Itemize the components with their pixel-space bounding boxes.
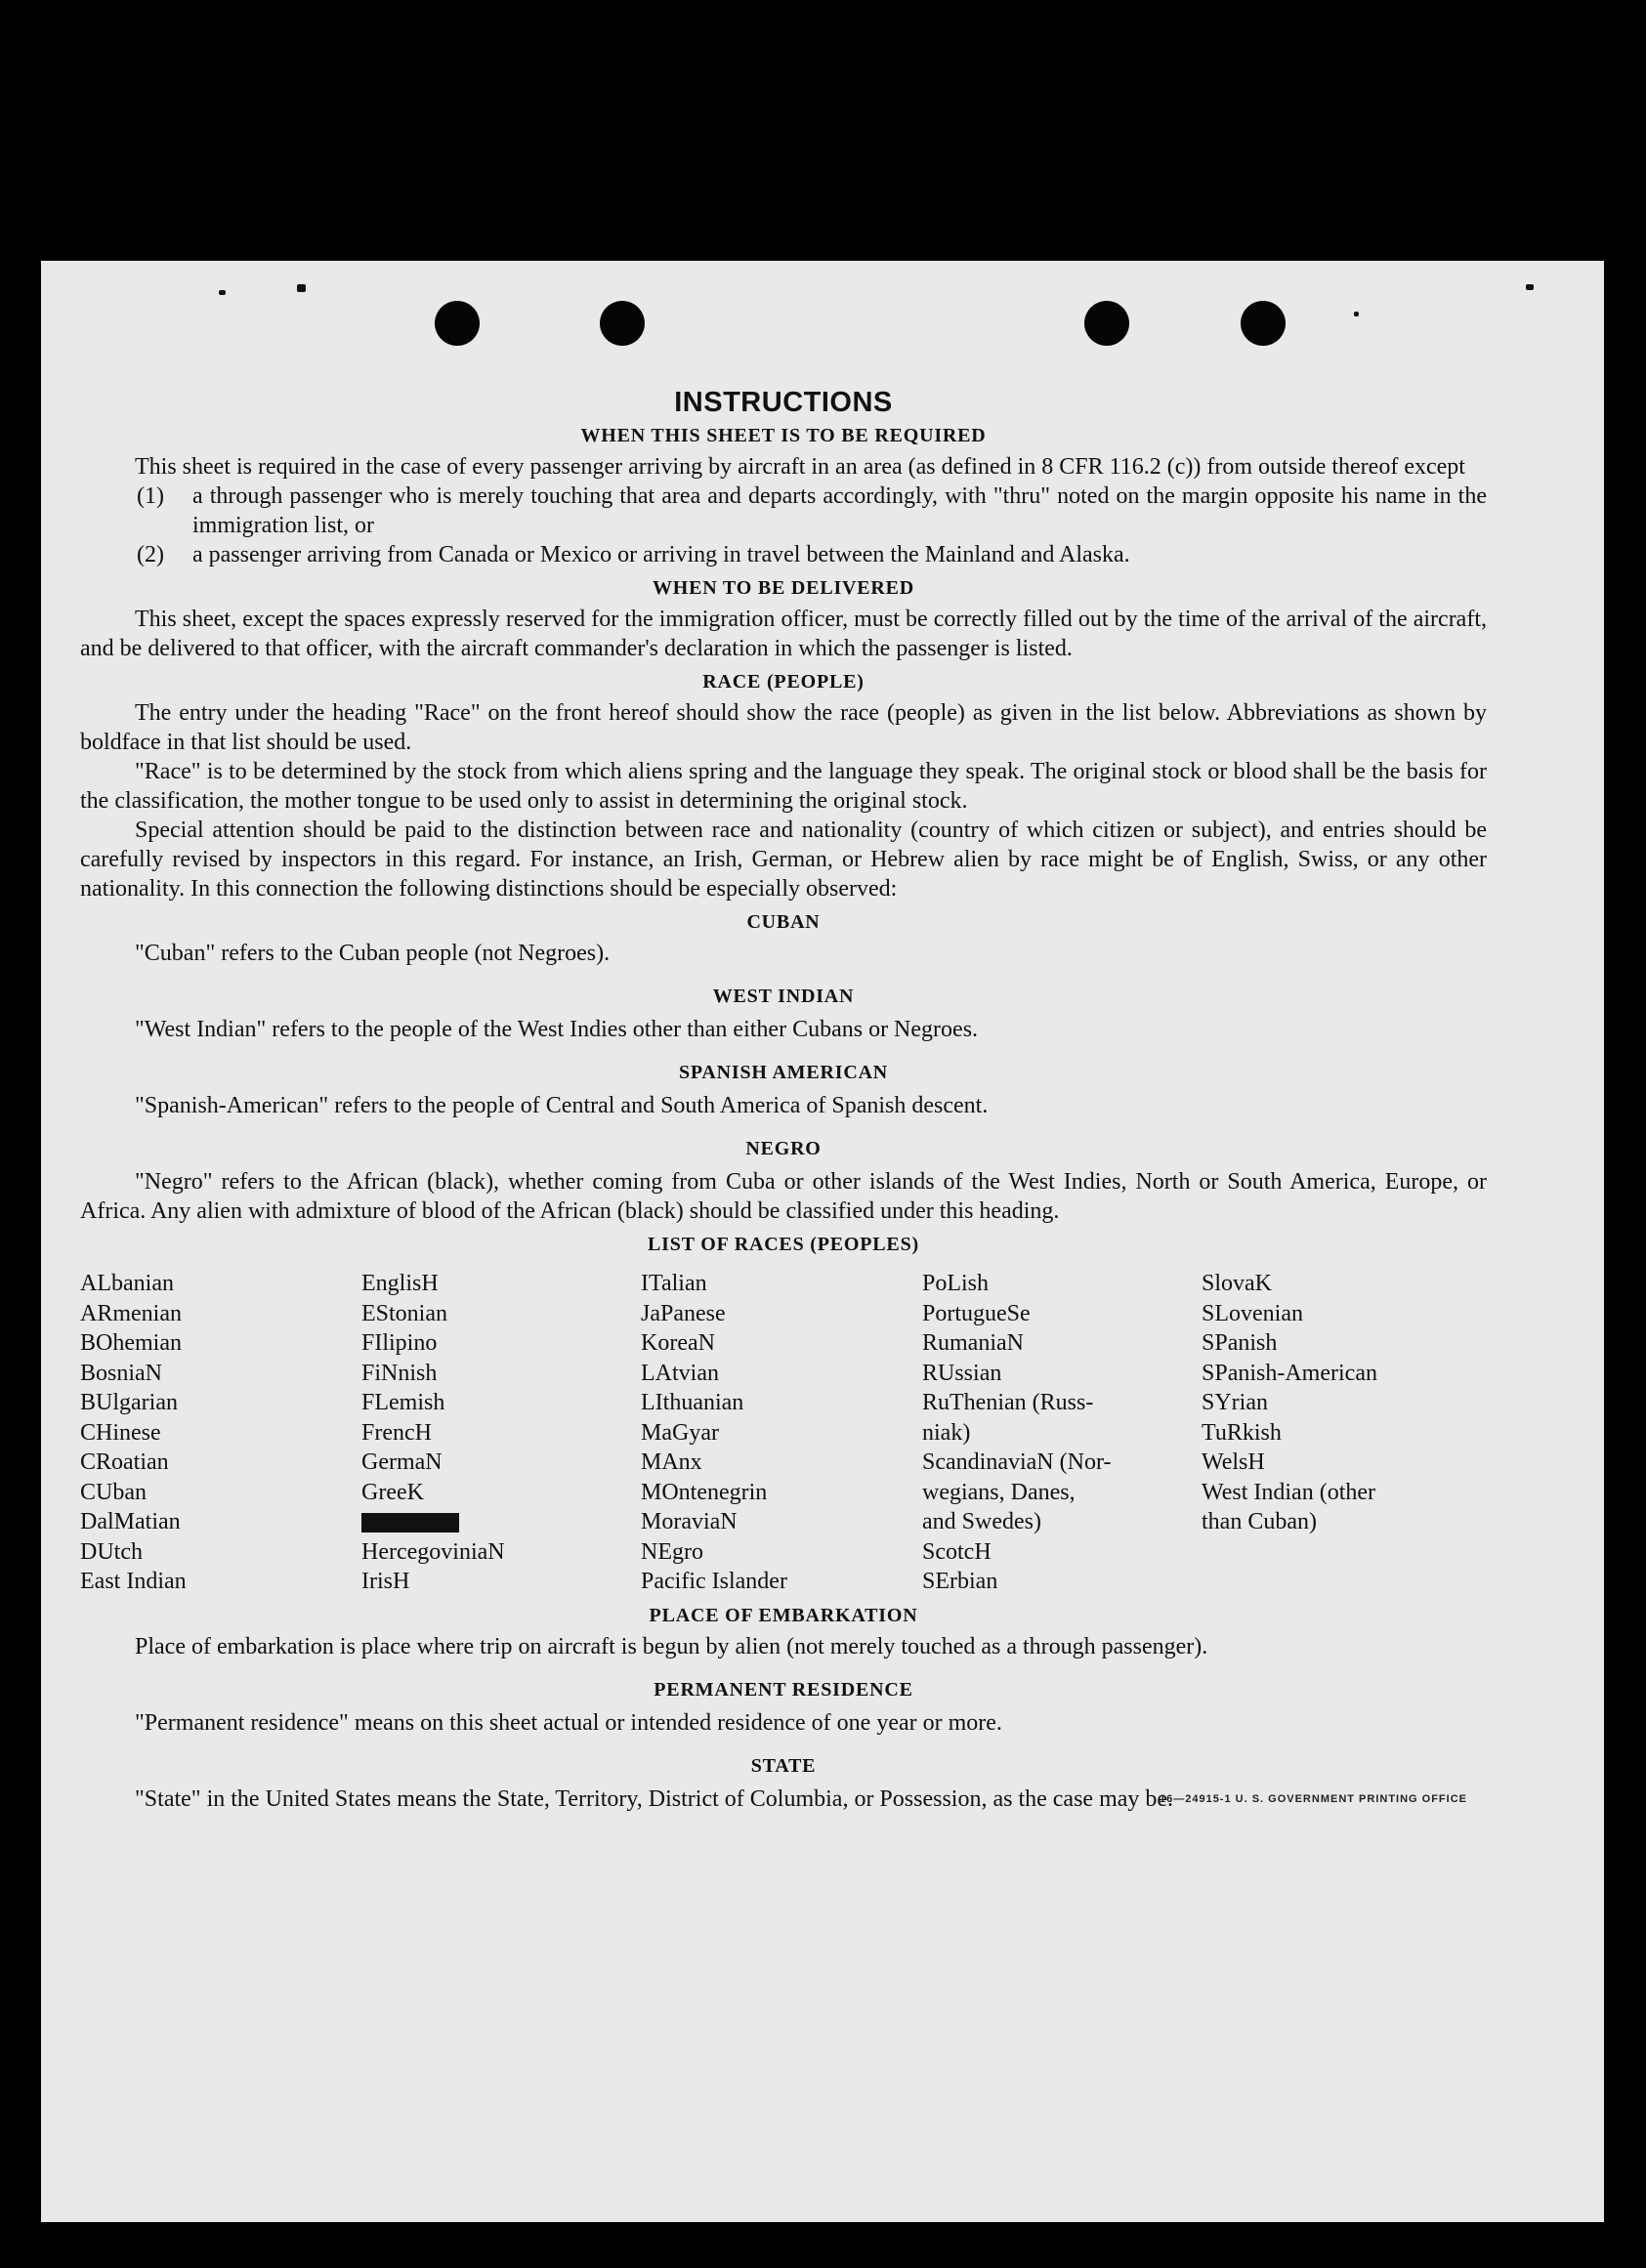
item-text: a passenger arriving from Canada or Mexico or arriving in travel between the Mainland and Alaska. — [192, 542, 1130, 567]
paragraph: Place of embarkation is place where trip on aircraft is begun by alien (not merely touched as a through passenger). — [135, 1633, 1208, 1659]
paragraph: This sheet, except the spaces expressly reserved for the immigration officer, must be correctly filled out by the time of the arrival of the aircraft, and be delivered to that officer, with the aircraft commander's declaration in which the passenger is listed. — [80, 607, 1487, 661]
paragraph: This sheet is required in the case of every passenger arriving by aircraft in an area (as defined in 8 CFR 116.2 (c)) from outside thereof except — [135, 454, 1465, 480]
race-entry: MAnx — [641, 1449, 702, 1475]
race-entry: ITalian — [641, 1271, 707, 1296]
race-entry: HercegoviniaN — [361, 1538, 505, 1565]
races-column — [922, 1269, 1202, 1597]
race-entry: EnglisH — [361, 1271, 439, 1296]
race-entry: GermaN — [361, 1449, 443, 1475]
section-heading: CUBAN — [746, 911, 821, 933]
punch-hole-3 — [1084, 301, 1129, 346]
section-permanent-residence — [80, 1675, 1487, 1738]
race-entry: BUlgarian — [80, 1390, 178, 1415]
numbered-item — [137, 540, 1487, 569]
race-entry: MoraviaN — [641, 1509, 738, 1534]
race-entry: SYrian — [1202, 1390, 1268, 1415]
race-entry: SPanish-American — [1202, 1360, 1377, 1386]
section-state — [80, 1751, 1487, 1814]
race-entry: NEgro — [641, 1538, 703, 1565]
race-entry: DalMatian — [80, 1509, 181, 1534]
race-entry: FIlipino — [361, 1330, 438, 1356]
race-entry: WelsH — [1202, 1449, 1265, 1475]
race-entry: CUban — [80, 1479, 147, 1505]
races-column — [80, 1269, 361, 1597]
item-number: (2) — [137, 542, 164, 567]
race-entry: PoLish — [922, 1271, 990, 1296]
section-race — [80, 667, 1487, 903]
races-column — [1202, 1269, 1487, 1597]
races-column — [641, 1269, 922, 1597]
section-west-indian — [80, 982, 1487, 1044]
race-entry: CRoatian — [80, 1449, 169, 1475]
race-entry: FLemish — [361, 1390, 445, 1415]
race-entry: BosniaN — [80, 1360, 162, 1386]
race-entry: DUtch — [80, 1538, 143, 1565]
instructions-body — [80, 388, 1487, 1814]
race-entry: PortugueSe — [922, 1300, 1031, 1326]
race-entry: SPanish — [1202, 1330, 1278, 1356]
section-place-of-embarkation — [80, 1601, 1487, 1661]
speck — [1526, 284, 1534, 290]
paragraph: "Race" is to be determined by the stock from which aliens spring and the language they speak. The original stock or blood shall be the basis for the classification, the mother tongue to be used only to assist in determining the original stock. — [80, 759, 1487, 814]
paragraph: "Spanish-American" refers to the people of Central and South America of Spanish descent. — [135, 1093, 989, 1118]
section-heading: NEGRO — [745, 1138, 822, 1159]
speck — [1354, 312, 1359, 316]
race-entry: East Indian — [80, 1569, 187, 1594]
races-column — [361, 1269, 641, 1597]
race-entry: FiNnish — [361, 1360, 438, 1386]
printing-office-code: 16—24915-1 U. S. GOVERNMENT PRINTING OFFICE — [1159, 1792, 1467, 1805]
race-entry: FrencH — [361, 1419, 432, 1446]
race-entry: ScandinaviaN (Nor- wegians, Danes, and Swedes) — [922, 1449, 1112, 1534]
redaction-mark — [361, 1513, 459, 1533]
races-grid — [80, 1269, 1487, 1597]
section-heading: PERMANENT RESIDENCE — [654, 1678, 913, 1701]
instruction-sheet — [41, 261, 1604, 2222]
section-negro — [80, 1134, 1487, 1226]
section-heading: SPANISH AMERICAN — [678, 1062, 889, 1083]
race-entry: MaGyar — [641, 1419, 719, 1446]
race-entry: SlovaK — [1202, 1271, 1272, 1296]
item-text: a through passenger who is merely touching that area and departs accordingly, with "thru" noted on the margin opposite his name in the immigration list, or — [192, 483, 1487, 538]
paragraph: "Cuban" refers to the Cuban people (not Negroes). — [135, 941, 611, 966]
race-entry: GreeK — [361, 1479, 424, 1505]
race-entry: SErbian — [922, 1569, 998, 1594]
race-entry: RuThenian (Russ- niak) — [922, 1390, 1094, 1446]
section-cuban — [80, 907, 1487, 968]
section-heading: RACE (PEOPLE) — [702, 671, 865, 693]
race-entry: West Indian (other than Cuban) — [1202, 1479, 1376, 1534]
section-heading: WHEN THIS SHEET IS TO BE REQUIRED — [580, 425, 987, 446]
punch-hole-1 — [435, 301, 480, 346]
section-when-required — [80, 421, 1487, 569]
race-entry: LAtvian — [641, 1360, 719, 1386]
paragraph: "West Indian" refers to the people of the West Indies other than either Cubans or Negroes. — [135, 1017, 979, 1042]
section-when-delivered — [80, 573, 1487, 663]
race-entry: KoreaN — [641, 1330, 715, 1356]
race-entry: ARmenian — [80, 1300, 182, 1326]
race-entry: LIthuanian — [641, 1390, 744, 1415]
section-race-list — [80, 1230, 1487, 1597]
paragraph: "State" in the United States means the State, Territory, District of Columbia, or Possession, as the case may be. — [135, 1785, 1174, 1812]
section-heading: LIST OF RACES (PEOPLES) — [648, 1234, 919, 1255]
document-title: INSTRUCTIONS — [674, 387, 893, 418]
speck — [297, 284, 306, 292]
race-entry: TuRkish — [1202, 1419, 1282, 1446]
race-entry: RumaniaN — [922, 1330, 1024, 1356]
race-entry: ScotcH — [922, 1538, 992, 1565]
race-entry: EStonian — [361, 1300, 447, 1326]
speck — [219, 290, 226, 295]
race-entry: BOhemian — [80, 1330, 182, 1356]
paragraph: "Negro" refers to the African (black), whether coming from Cuba or other islands of the West Indies, North or South America, Europe, or Africa. Any alien with admixture of blood of the African (black) should be classified under this heading. — [80, 1169, 1487, 1224]
section-heading: WHEN TO BE DELIVERED — [652, 577, 915, 599]
punch-hole-4 — [1241, 301, 1286, 346]
paragraph: The entry under the heading "Race" on the front hereof should show the race (people) as given in the list below. Abbreviations as shown by boldface in that list should be used. — [80, 700, 1487, 755]
section-spanish-american — [80, 1058, 1487, 1120]
item-number: (1) — [137, 483, 164, 509]
race-entry-redacted — [361, 1507, 641, 1537]
paragraph: "Permanent residence" means on this sheet actual or intended residence of one year or more. — [135, 1709, 1002, 1736]
race-entry: ALbanian — [80, 1271, 174, 1296]
section-heading: WEST INDIAN — [712, 986, 855, 1007]
race-entry: SLovenian — [1202, 1300, 1303, 1326]
section-heading: PLACE OF EMBARKATION — [649, 1604, 918, 1626]
race-entry: IrisH — [361, 1569, 410, 1594]
race-entry: CHinese — [80, 1419, 161, 1446]
numbered-item — [137, 482, 1487, 540]
paragraph: Special attention should be paid to the distinction between race and nationality (country of which citizen or subject), and entries should be carefully revised by inspectors in this regard. For instance, an Irish, German, or Hebrew alien by race might be of English, Swiss, or any other nationality. In this connection the following distinctions should be especially observed: — [80, 818, 1487, 902]
race-entry: JaPanese — [641, 1300, 726, 1326]
section-heading: STATE — [750, 1754, 817, 1777]
punch-hole-2 — [600, 301, 645, 346]
race-entry: RUssian — [922, 1360, 1002, 1386]
race-entry: Pacific Islander — [641, 1569, 787, 1594]
race-entry: MOntenegrin — [641, 1479, 768, 1505]
